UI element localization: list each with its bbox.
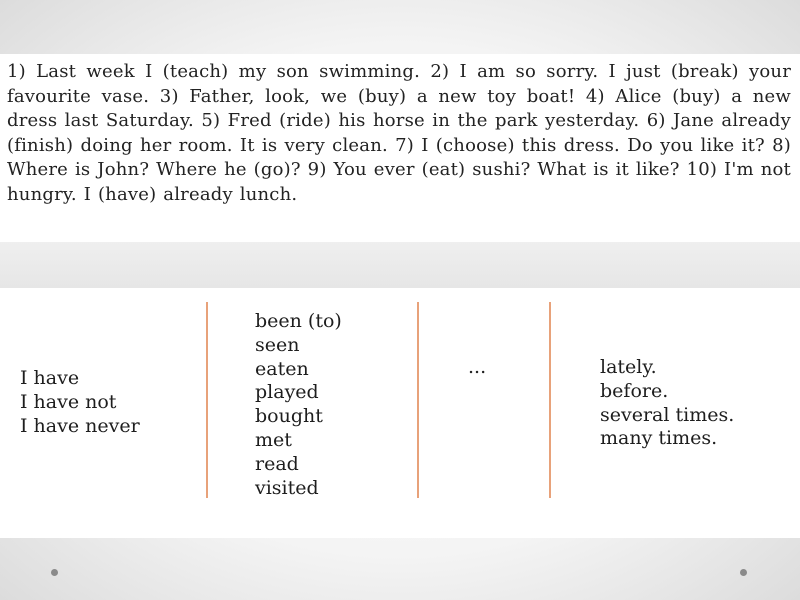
time-expression-item: several times. [600, 403, 735, 426]
time-expression-column [600, 356, 734, 451]
object-placeholder [468, 356, 486, 380]
participle-item: bought [255, 405, 323, 428]
column-divider [206, 302, 208, 498]
subject-item: I have [20, 367, 80, 389]
ellipsis-text: ... [468, 356, 487, 378]
participle-column [255, 310, 342, 500]
participle-item: met [255, 428, 292, 451]
participle-item: read [255, 452, 299, 475]
column-divider [549, 302, 551, 498]
slide-dot-right [740, 569, 747, 576]
participle-item: seen [255, 333, 300, 356]
subject-column [20, 367, 140, 438]
time-expression-item: lately. [600, 356, 657, 378]
participle-item: been (to) [255, 310, 342, 332]
separator-band [0, 242, 800, 288]
participle-item: eaten [255, 357, 309, 380]
time-expression-item: many times. [600, 427, 718, 450]
subject-item: I have never [20, 414, 140, 437]
time-expression-item: before. [600, 379, 669, 402]
slide-dot-left [51, 569, 58, 576]
participle-item: visited [255, 476, 319, 499]
column-divider [417, 302, 419, 498]
participle-item: played [255, 381, 319, 404]
exercise-text: 1) Last week I (teach) my son swimming. 2) I am so sorry. I just (break) your favourite vase. 3) Father, look, we (buy) a new toy boat! 4) Alice (buy) a new dress last Saturday. 5) Fred (ride) his horse in the park yesterday. 6) Jane already (finish) doing her room. It is very clean. 7) I (choose) this dress. Do you like it? 8) Where is John? Where he (go)? 9) You ever (eat) sushi? What is it like? 10) I'm not hungry. I (have) already lunch. [7, 61, 791, 205]
subject-item: I have not [20, 390, 117, 413]
